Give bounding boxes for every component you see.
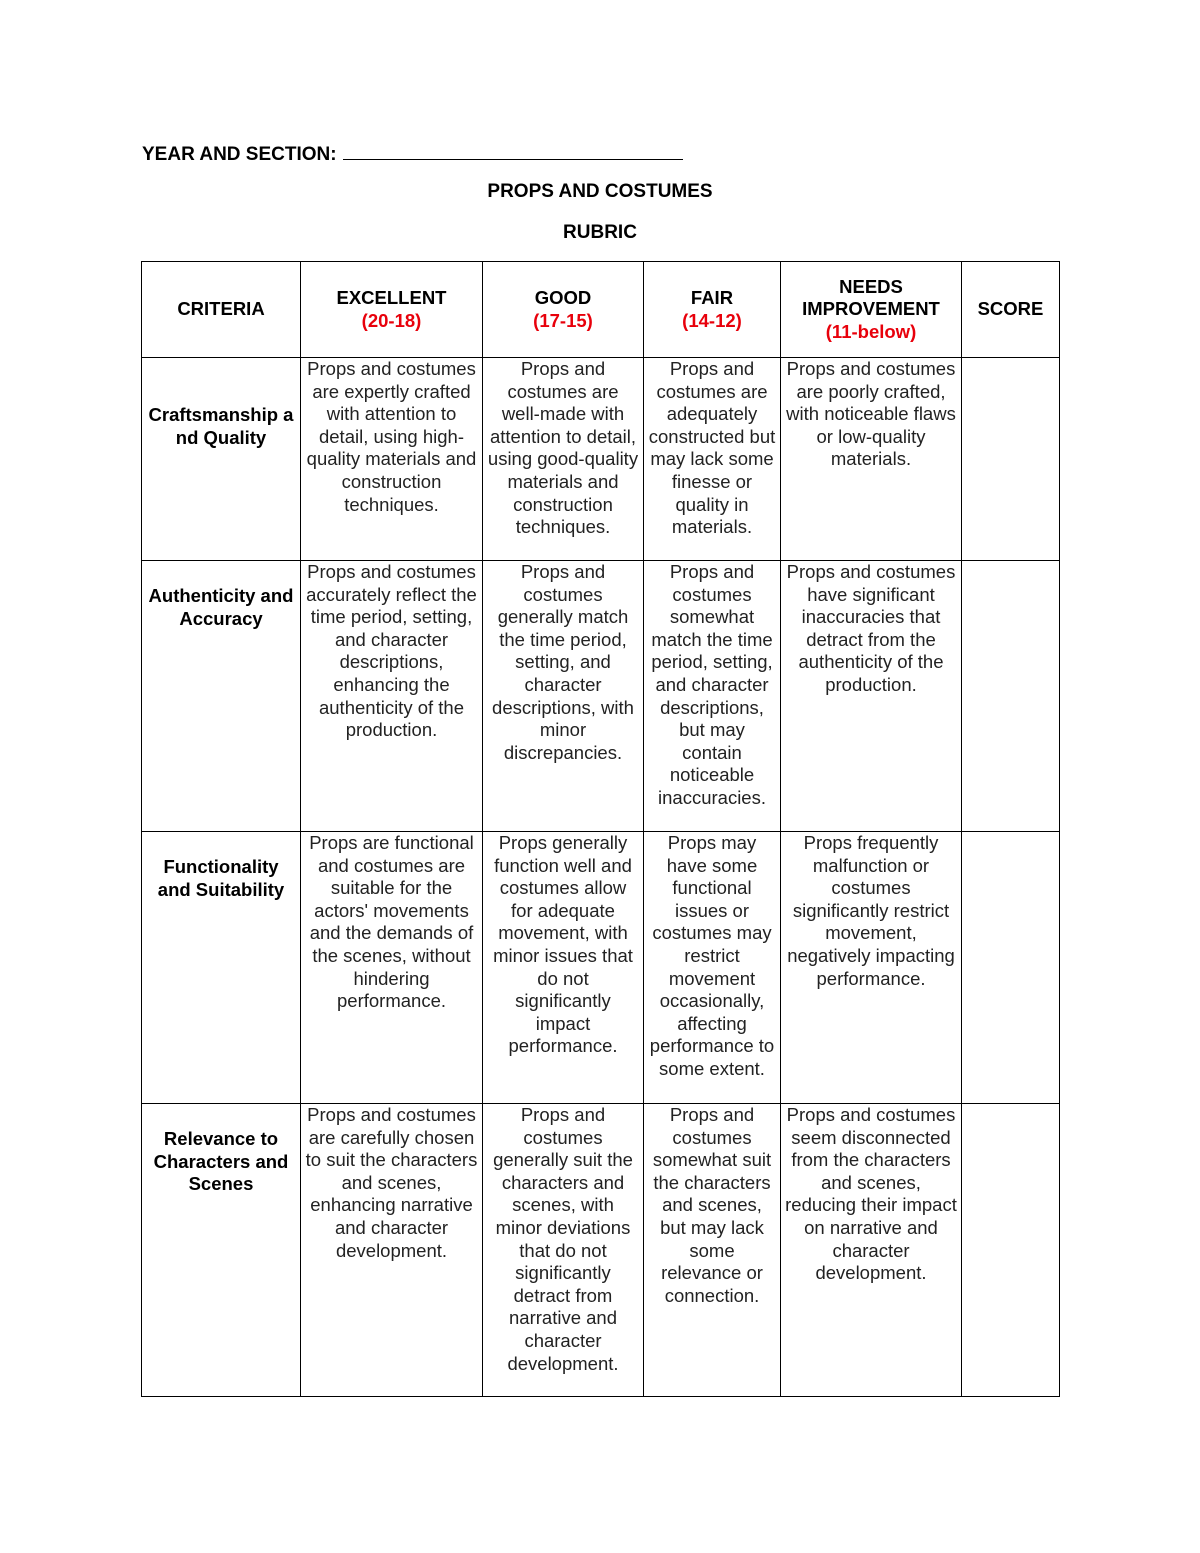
header-excellent-range: (20-18) [361, 309, 422, 331]
table-row [142, 832, 1060, 1104]
excellent-cell: Props and costumes are expertly crafted with attention to detail, using high-quality materials and construction techniques. [301, 358, 483, 561]
header-criteria-label: CRITERIA [177, 298, 265, 320]
criteria-cell: Relevance to Characters and Scenes [142, 1104, 301, 1397]
fair-cell: Props and costumes are adequately constructed but may lack some finesse or quality in materials. [644, 358, 781, 561]
table-row [142, 561, 1060, 832]
header-good-range: (17-15) [533, 309, 593, 331]
header-needs-improvement [781, 262, 962, 358]
header-good-label: GOOD [534, 286, 592, 308]
document-subtitle: RUBRIC [563, 222, 637, 243]
header-excellent [301, 262, 483, 358]
score-cell[interactable] [962, 1104, 1060, 1397]
good-cell: Props and costumes are well-made with attention to detail, using good-quality materials and construction techniques. [483, 358, 644, 561]
needs-improvement-cell: Props and costumes are poorly crafted, with noticeable flaws or low-quality materials. [781, 358, 962, 561]
fair-cell: Props may have some functional issues or costumes may restrict movement occasionally, affecting performance to some extent. [644, 832, 781, 1104]
criteria-cell: Authenticity and Accuracy [142, 561, 301, 832]
year-and-section-line [142, 141, 683, 166]
fair-cell: Props and costumes somewhat match the time period, setting, and character descriptions, but may contain noticeable inaccuracies. [644, 561, 781, 832]
header-row [142, 262, 1060, 358]
criteria-cell: Functionality and Suitability [142, 832, 301, 1104]
table-row [142, 1104, 1060, 1397]
excellent-cell: Props and costumes are carefully chosen to suit the characters and scenes, enhancing narrative and character development. [301, 1104, 483, 1397]
fair-cell: Props and costumes somewhat suit the characters and scenes, but may lack some relevance or connection. [644, 1104, 781, 1397]
header-fair-range: (14-12) [682, 309, 742, 331]
good-cell: Props and costumes generally match the time period, setting, and character descriptions, with minor discrepancies. [483, 561, 644, 832]
document-title: PROPS AND COSTUMES [487, 181, 713, 202]
header-score [962, 262, 1060, 358]
header-good [483, 262, 644, 358]
header-criteria [142, 262, 301, 358]
score-cell[interactable] [962, 832, 1060, 1104]
table-row [142, 358, 1060, 561]
year-and-section-label: YEAR AND SECTION: [142, 144, 337, 165]
rubric-table [141, 261, 1060, 1397]
excellent-cell: Props are functional and costumes are suitable for the actors' movements and the demands of the scenes, without hindering performance. [301, 832, 483, 1104]
year-and-section-blank[interactable] [343, 141, 683, 160]
header-needs-range: (11-below) [825, 320, 917, 342]
header-score-label: SCORE [977, 298, 1044, 320]
header-excellent-label: EXCELLENT [336, 286, 447, 308]
header-needs-label: NEEDS IMPROVEMENT [802, 275, 940, 320]
score-cell[interactable] [962, 561, 1060, 832]
needs-improvement-cell: Props and costumes have significant inaccuracies that detract from the authenticity of the production. [781, 561, 962, 832]
good-cell: Props and costumes generally suit the characters and scenes, with minor deviations that do not significantly detract from narrative and character development. [483, 1104, 644, 1397]
header-fair-label: FAIR [690, 286, 734, 308]
needs-improvement-cell: Props frequently malfunction or costumes significantly restrict movement, negatively impacting performance. [781, 832, 962, 1104]
criteria-cell: Craftsmanship and Quality [142, 358, 301, 561]
excellent-cell: Props and costumes accurately reflect the time period, setting, and character descriptions, enhancing the authenticity of the production. [301, 561, 483, 832]
needs-improvement-cell: Props and costumes seem disconnected from the characters and scenes, reducing their impact on narrative and character development. [781, 1104, 962, 1397]
good-cell: Props generally function well and costumes allow for adequate movement, with minor issues that do not significantly impact performance. [483, 832, 644, 1104]
header-fair [644, 262, 781, 358]
score-cell[interactable] [962, 358, 1060, 561]
